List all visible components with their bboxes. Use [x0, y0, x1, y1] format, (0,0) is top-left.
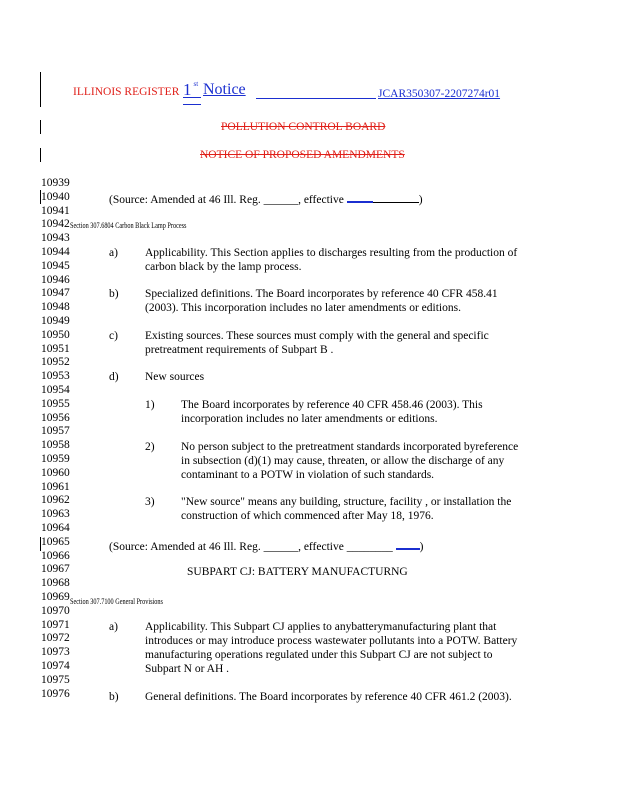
- item-label: 1): [145, 399, 155, 411]
- line-number: 10967: [41, 563, 70, 576]
- line-number: 10951: [41, 342, 70, 355]
- line-number: 10943: [41, 232, 70, 245]
- line-number: 10961: [41, 480, 70, 493]
- line-number: 10955: [41, 397, 70, 410]
- notice-title: NOTICE OF PROPOSED AMENDMENTS: [200, 149, 405, 161]
- line-number: 10940: [41, 190, 70, 203]
- line-number: 10969: [41, 591, 70, 603]
- line-number: 10941: [41, 204, 70, 217]
- line-number: 10963: [41, 508, 70, 521]
- change-bar: [40, 72, 41, 107]
- line-number: 10970: [41, 604, 70, 617]
- item-label: a): [109, 247, 118, 259]
- notice-underline: [256, 98, 376, 99]
- line-number: 10953: [41, 370, 70, 383]
- paragraph-line: Applicability. This Section applies to discharges resulting from the production of: [145, 247, 518, 259]
- line-number: 10947: [41, 287, 70, 300]
- jcar-code: JCAR350307-2207274r01: [378, 88, 501, 100]
- subpart-heading: SUBPART CJ: BATTERY MANUFACTURNG: [187, 566, 408, 578]
- paragraph-line: introduces or may introduce process wastewater pollutants into a POTW. Battery: [145, 635, 518, 647]
- paragraph-line: in subsection (d)(1) may cause, threaten, or allow the discharge of any: [181, 455, 505, 467]
- notice-label: Notice: [203, 81, 246, 98]
- line-number: 10956: [41, 411, 70, 424]
- paragraph-line: construction of which commenced after May 18, 1976.: [181, 510, 434, 522]
- page-number-superscript: st: [193, 80, 199, 88]
- line-number: 10960: [41, 466, 70, 479]
- paragraph-line: contaminant to a POTW in violation of such standards.: [181, 469, 435, 481]
- paragraph-line: carbon black by the lamp process.: [145, 261, 302, 273]
- item-label: 2): [145, 441, 155, 453]
- paragraph-line: manufacturing operations regulated under this Subpart CJ are not subject to: [145, 649, 493, 661]
- paragraph-line: Applicability. This Subpart CJ applies to anybatterymanufacturing plant that: [145, 621, 497, 633]
- paragraph-line: Subpart N or AH .: [145, 663, 230, 675]
- line-number: 10976: [41, 687, 70, 700]
- blank-blue: [396, 538, 420, 550]
- line-number: 10939: [41, 177, 70, 189]
- blank-line: [373, 192, 419, 203]
- paragraph-line: pretreatment requirements of Subpart B .: [145, 344, 334, 356]
- paragraph-line: incorporation includes no later amendments or editions.: [181, 413, 438, 425]
- paragraph-line: "New source" means any building, structure, facility , or installation the: [181, 496, 512, 508]
- item-label: 3): [145, 496, 155, 508]
- source-note: (Source: Amended at 46 Ill. Reg. ______, effective ________ ): [109, 538, 423, 553]
- board-title: POLLUTION CONTROL BOARD: [221, 121, 386, 133]
- line-number: 10942: [41, 218, 70, 231]
- paragraph-line: Specialized definitions. The Board incorporates by reference 40 CFR 458.41: [145, 288, 498, 300]
- line-number: 10957: [41, 425, 70, 438]
- paragraph-line: The Board incorporates by reference 40 CFR 458.46 (2003). This: [181, 399, 483, 411]
- line-number: 10959: [41, 453, 70, 465]
- blank-blue: [347, 191, 373, 203]
- line-number: 10962: [41, 494, 70, 507]
- line-number: 10949: [41, 315, 70, 327]
- line-number: 10975: [41, 673, 70, 686]
- paragraph-line: New sources: [145, 371, 205, 383]
- line-number: 10971: [41, 618, 70, 631]
- line-number: 10972: [41, 632, 70, 645]
- line-number: 10944: [41, 246, 70, 258]
- source-note: (Source: Amended at 46 Ill. Reg. ______, effective ): [109, 191, 423, 206]
- line-number: 10964: [41, 522, 70, 534]
- item-label: a): [109, 621, 118, 633]
- line-number: 10973: [41, 646, 70, 659]
- paragraph-line: No person subject to the pretreatment standards incorporated byreference: [181, 441, 519, 453]
- line-number: 10968: [41, 577, 70, 590]
- paragraph-line: Existing sources. These sources must comply with the general and specific: [145, 330, 489, 342]
- paragraph-line: (2003). This incorporation includes no later amendments or editions.: [145, 302, 461, 314]
- register-title: ILLINOIS REGISTER: [73, 86, 180, 98]
- section-heading: Section 307.6804 Carbon Black Lamp Process: [70, 221, 187, 230]
- item-label: d): [109, 371, 119, 383]
- line-number: 10965: [41, 535, 70, 548]
- line-number: 10950: [41, 328, 70, 341]
- item-label: b): [109, 691, 119, 703]
- register-header: [73, 86, 179, 98]
- double-underline-mark: [183, 97, 201, 105]
- line-number: 10958: [41, 439, 70, 452]
- line-number: 10946: [41, 273, 70, 286]
- line-number: 10966: [41, 549, 70, 562]
- item-label: c): [109, 330, 118, 342]
- line-number: 10945: [41, 259, 70, 272]
- line-number: 10948: [41, 301, 70, 314]
- line-number: 10974: [41, 660, 70, 672]
- line-number: 10954: [41, 384, 70, 396]
- section-heading: Section 307.7100 General Provisions: [70, 597, 163, 606]
- page-number: 1: [183, 80, 192, 99]
- paragraph-line: General definitions. The Board incorporates by reference 40 CFR 461.2 (2003).: [145, 691, 512, 703]
- change-bar: [40, 120, 41, 134]
- item-label: b): [109, 288, 119, 300]
- change-bar: [40, 148, 41, 162]
- line-number: 10952: [41, 356, 70, 369]
